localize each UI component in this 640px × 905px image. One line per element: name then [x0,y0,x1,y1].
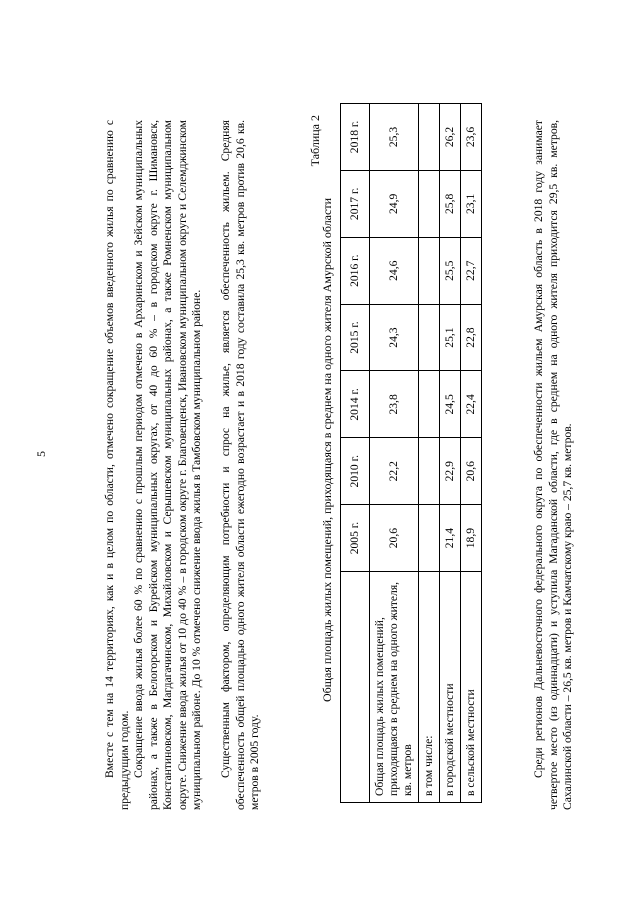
table-cell: 23,8 [370,371,419,438]
row-label: в том числе: [419,572,440,803]
table-cell: 25,1 [440,304,461,371]
table-header-cell: 2014 г. [341,371,370,438]
table-header-cell: 2018 г. [341,104,370,171]
table-header-cell [341,572,370,803]
table-cell: 22,8 [461,304,482,371]
table-cell: 24,6 [370,237,419,304]
paragraph-2: Сокращение ввода жилья более 60 % по сравнению с прошлым периодом отмечено в Архаринском и Зейском муниципальных районах, а также в Белогорском и Бурейском муниципальных округах, от 40 до 60 % – в городском округе г. Шимановск, Константиновском, Магдагачинском, Михайловском и Серышевском муниципальных районах, а также Ромненском муниципальном округе. Снижение ввода жилья от 10 до 40 % – в городском округе г. Благовещенск, Ивановском муниципальном округе и Селемджинском муниципальном районе. До 10 % отмечено снижение ввода жилья в Тамбовском муниципальном районе. [132,120,204,810]
table-cell: 23,1 [461,170,482,237]
table-cell: 24,3 [370,304,419,371]
table-header-row [341,104,370,803]
table-cell: 20,6 [461,438,482,505]
table-header-cell: 2017 г. [341,170,370,237]
housing-area-table [340,103,482,803]
table-header-cell: 2016 г. [341,237,370,304]
table-header-cell: 2010 г. [341,438,370,505]
table-cell [419,170,440,237]
paragraph-1: Вместе с тем на 14 территориях, как и в целом по области, отмечено сокращение объемов введенного жилья по сравнению с предыдущим годом. [103,120,131,810]
table-cell: 26,2 [440,104,461,171]
table-row-including [419,104,440,803]
row-label: Общая площадь жилых помещений, приходящаяся в среднем на одного жителя, кв. метров [370,572,419,803]
paragraph-4: Среди регионов Дальневосточного федерального округа по обеспеченности жильем Амурская область в 2018 году занимает четвертое место (из одиннадцати) и уступила Магаданской области, где в среднем на одного жителя приходится 29,5 кв. метров, Сахалинской области – 26,5 кв. метров и Камчатскому краю – 25,7 кв. метров. [532,120,575,810]
table-cell: 24,9 [370,170,419,237]
table-cell: 22,7 [461,237,482,304]
table-cell: 25,3 [370,104,419,171]
table-cell: 22,9 [440,438,461,505]
table-cell [419,237,440,304]
table-cell: 23,6 [461,104,482,171]
table-cell [419,371,440,438]
table-cell [419,304,440,371]
row-label: в сельской местности [461,572,482,803]
table-cell [419,438,440,505]
table-label: Таблица 2 [308,115,322,167]
table-cell: 24,5 [440,371,461,438]
table-cell: 25,8 [440,170,461,237]
page-number: 5 [34,451,48,457]
table-row-rural [461,104,482,803]
table-cell: 25,5 [440,237,461,304]
row-label: в городской местности [440,572,461,803]
table-cell [419,505,440,572]
table-cell: 20,6 [370,505,419,572]
table-header-cell: 2005 г. [341,505,370,572]
table-cell: 21,4 [440,505,461,572]
table-cell: 18,9 [461,505,482,572]
table-caption: Общая площадь жилых помещений, приходящаяся в среднем на одного жителя Амурской области [320,198,334,703]
table-cell [419,104,440,171]
table-header-cell: 2015 г. [341,304,370,371]
table-row-urban [440,104,461,803]
table-row-total [370,104,419,803]
paragraph-3: Существенным фактором, определяющим потребности и спрос на жилье, является обеспеченность жильем. Средняя обеспеченность общей площадью одного жителя области ежегодно возрастает и в 2018 году составила 25,3 кв. метров против 20,6 кв. метров в 2005 году. [219,120,262,810]
table-cell: 22,4 [461,371,482,438]
table-cell: 22,2 [370,438,419,505]
